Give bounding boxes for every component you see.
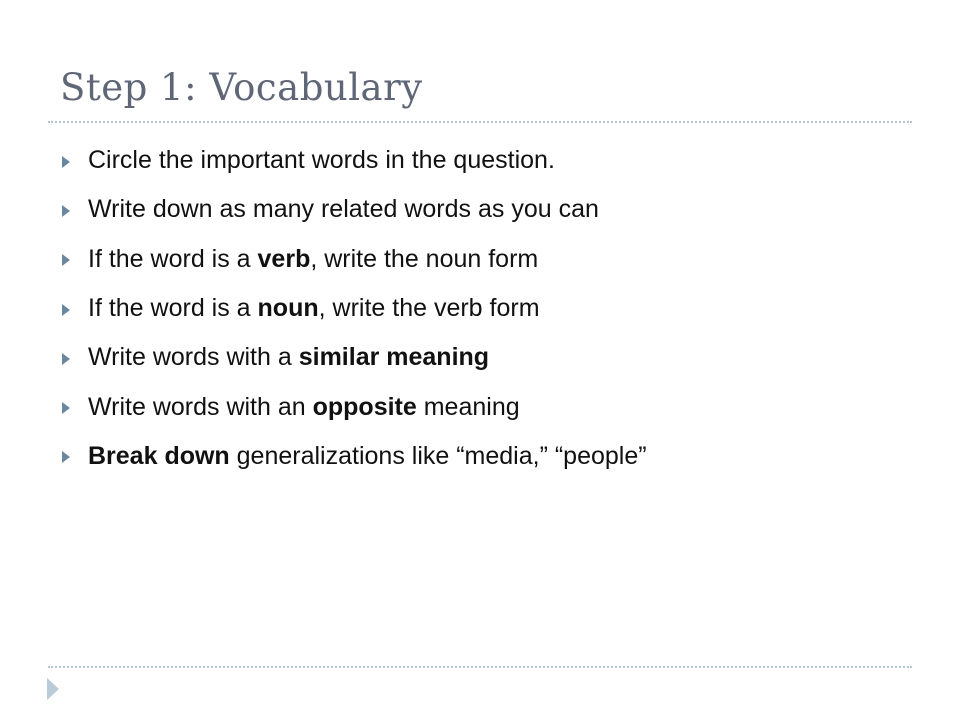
bullet-item [62, 185, 647, 234]
triangle-right-icon [62, 156, 70, 168]
bullet-item [62, 333, 647, 382]
triangle-right-icon [62, 451, 70, 463]
triangle-right-icon [62, 254, 70, 266]
footer-divider [48, 666, 912, 668]
bullet-item [62, 432, 647, 481]
triangle-right-icon [62, 353, 70, 365]
emphasis: noun [257, 294, 319, 323]
bullet-text: If the word is a noun, write the verb form [88, 294, 540, 323]
bullet-item [62, 382, 647, 431]
title-divider [48, 121, 912, 123]
bullet-item [62, 235, 647, 284]
bullet-item [62, 136, 647, 185]
slide-title: Step 1: Vocabulary [60, 66, 423, 109]
bullet-text: Write down as many related words as you can [88, 195, 599, 224]
bullet-text: Break down generalizations like “media,” “people” [88, 441, 647, 470]
emphasis: Break down [88, 441, 230, 470]
bullet-item [62, 284, 647, 333]
bullet-text: Write words with a similar meaning [88, 343, 490, 372]
bullet-list [62, 136, 647, 481]
triangle-right-icon [62, 304, 70, 316]
emphasis: verb [257, 244, 311, 273]
emphasis: opposite [312, 392, 417, 421]
triangle-right-icon [62, 402, 70, 414]
bullet-text: Circle the important words in the question. [88, 146, 555, 175]
bullet-text: If the word is a verb, write the noun form [88, 244, 539, 273]
triangle-right-icon [47, 678, 59, 700]
triangle-right-icon [62, 205, 70, 217]
bullet-text: Write words with an opposite meaning [88, 392, 520, 421]
emphasis: similar meaning [298, 343, 490, 372]
